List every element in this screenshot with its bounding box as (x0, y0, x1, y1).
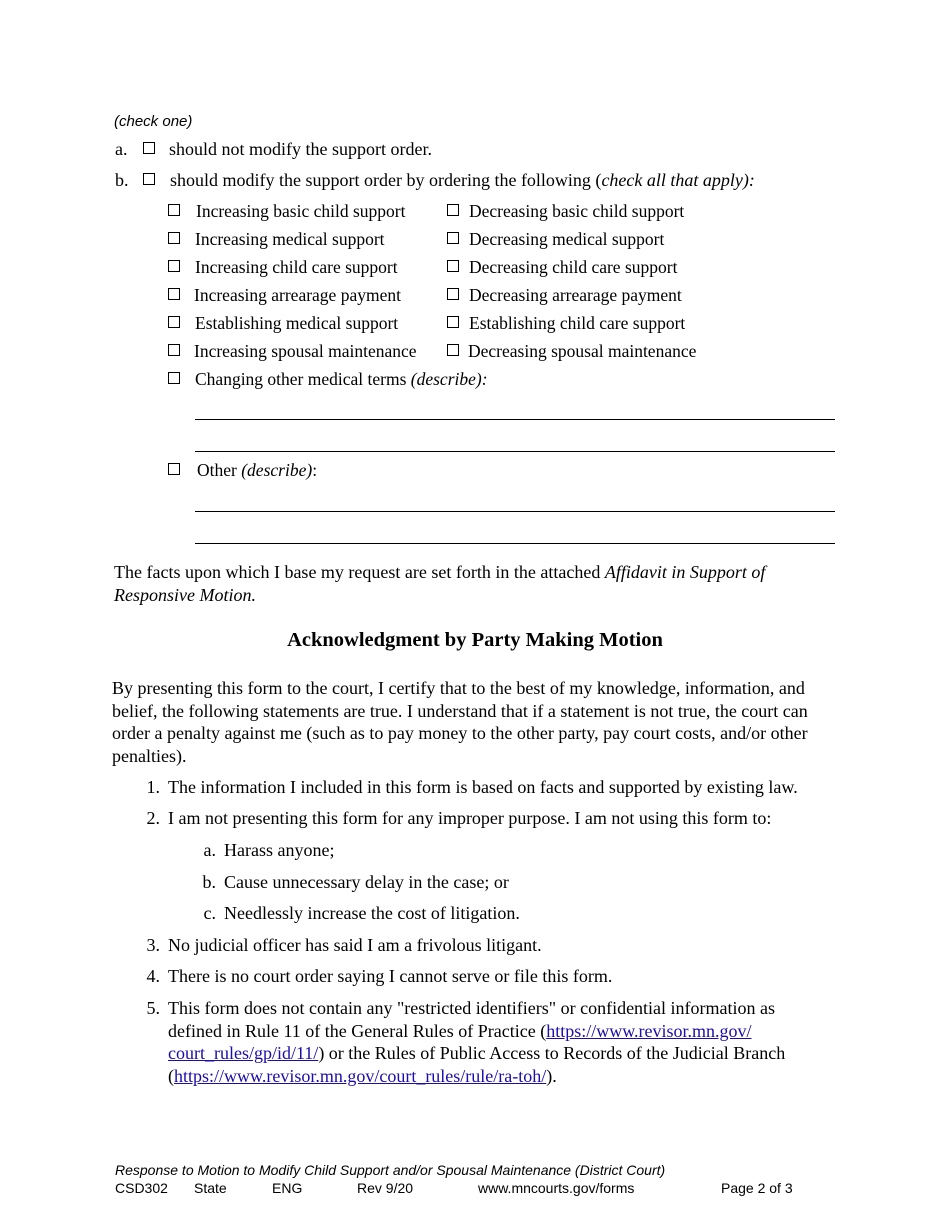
item-3-number: 3. (146, 935, 160, 955)
item-4-text: There is no court order saying I cannot serve or file this form. (168, 966, 613, 986)
option-b-letter: b. (115, 170, 129, 190)
decrease-childcare-checkbox[interactable] (447, 260, 459, 272)
option-a-text: should not modify the support order. (169, 139, 432, 159)
facts-paragraph: The facts upon which I base my request are set forth in the attached Affidavit in Support of Responsive Motion. (114, 562, 766, 605)
establish-medical-checkbox[interactable] (168, 316, 180, 328)
footer-language: ENG (272, 1180, 303, 1196)
footer-website: www.mncourts.gov/forms (478, 1180, 635, 1196)
decrease-arrearage-checkbox[interactable] (447, 288, 459, 300)
footer-revision: Rev 9/20 (357, 1180, 414, 1196)
increase-childcare-label: Increasing child care support (195, 257, 398, 277)
item-2-text: I am not presenting this form for any improper purpose. I am not using this form to: (168, 808, 772, 828)
decrease-arrearage-label: Decreasing arrearage payment (469, 285, 682, 305)
increase-arrearage-label: Increasing arrearage payment (194, 285, 401, 305)
footer-state: State (194, 1180, 227, 1196)
public-access-rules-link[interactable]: https://www.revisor.mn.gov/court_rules/rule/ra-toh/ (174, 1065, 547, 1086)
establish-medical-label: Establishing medical support (195, 313, 399, 333)
item-3-text: No judicial officer has said I am a frivolous litigant. (168, 935, 542, 955)
increase-spousal-checkbox[interactable] (168, 344, 180, 356)
option-b-text: should modify the support order by ordering the following (check all that apply): (170, 170, 755, 190)
rule-11-link-cont[interactable]: court_rules/gp/id/11/ (168, 1043, 319, 1063)
check-one-label: (check one) (114, 113, 193, 130)
item-5-number: 5. (146, 998, 160, 1018)
decrease-childcare-label: Decreasing child care support (469, 257, 678, 277)
decrease-spousal-label: Decreasing spousal maintenance (468, 341, 697, 361)
decrease-basic-label: Decreasing basic child support (469, 201, 685, 221)
sub-item-c-number: c. (203, 903, 216, 923)
establish-childcare-label: Establishing child care support (469, 313, 686, 333)
other-label: Other (describe): (197, 460, 318, 480)
increase-arrearage-checkbox[interactable] (168, 288, 180, 300)
other-checkbox[interactable] (168, 463, 180, 475)
item-1-text: The information I included in this form is based on facts and supported by existing law. (168, 777, 798, 797)
decrease-basic-checkbox[interactable] (447, 204, 459, 216)
decrease-spousal-checkbox[interactable] (447, 344, 459, 356)
item-2-number: 2. (146, 808, 160, 828)
medical-terms-label: Changing other medical terms (describe): (195, 369, 488, 389)
rule-11-link[interactable]: https://www.revisor.mn.gov/ (546, 1020, 752, 1041)
decrease-medical-label: Decreasing medical support (469, 229, 665, 249)
acknowledgment-heading: Acknowledgment by Party Making Motion (287, 629, 663, 651)
increase-childcare-checkbox[interactable] (168, 260, 180, 272)
acknowledgment-intro: By presenting this form to the court, I certify that to the best of my knowledge, information, and belief, the following statements are true. I understand that if a statement is not true, the court can order a penalty against me (such as to pay money to the other party, pay court costs, and/or other penalties). (112, 678, 808, 766)
footer-form-code: CSD302 (115, 1180, 168, 1196)
option-b-checkbox[interactable] (143, 173, 155, 185)
increase-medical-label: Increasing medical support (195, 229, 385, 249)
medical-terms-checkbox[interactable] (168, 372, 180, 384)
other-line-2[interactable] (195, 543, 835, 544)
item-4-number: 4. (146, 966, 160, 986)
other-line-1[interactable] (195, 511, 835, 512)
option-a-checkbox[interactable] (143, 142, 155, 154)
sub-item-b-number: b. (202, 872, 216, 892)
medical-terms-line-2[interactable] (195, 451, 835, 452)
establish-childcare-checkbox[interactable] (447, 316, 459, 328)
sub-item-a-text: Harass anyone; (224, 840, 335, 860)
option-a-letter: a. (115, 139, 128, 159)
increase-spousal-label: Increasing spousal maintenance (194, 341, 417, 361)
footer-form-title: Response to Motion to Modify Child Support and/or Spousal Maintenance (District Court) (115, 1162, 666, 1178)
item-5-text: This form does not contain any "restricted identifiers" or confidential information as defined in Rule 11 of the General Rules of Practice (https://www.revisor.mn.gov/ court_rules/gp/id/11/) or the Rules of Public Access to Records of the Judicial Branch (https://www.revisor.mn.gov/court_rules/rule/ra-toh/). (168, 998, 786, 1086)
increase-medical-checkbox[interactable] (168, 232, 180, 244)
footer-page-number: Page 2 of 3 (721, 1180, 793, 1196)
sub-item-b-text: Cause unnecessary delay in the case; or (224, 872, 509, 892)
increase-basic-label: Increasing basic child support (196, 201, 406, 221)
increase-basic-checkbox[interactable] (168, 204, 180, 216)
medical-terms-line-1[interactable] (195, 419, 835, 420)
decrease-medical-checkbox[interactable] (447, 232, 459, 244)
sub-item-a-number: a. (203, 840, 216, 860)
item-1-number: 1. (146, 777, 160, 797)
sub-item-c-text: Needlessly increase the cost of litigation. (224, 903, 520, 923)
